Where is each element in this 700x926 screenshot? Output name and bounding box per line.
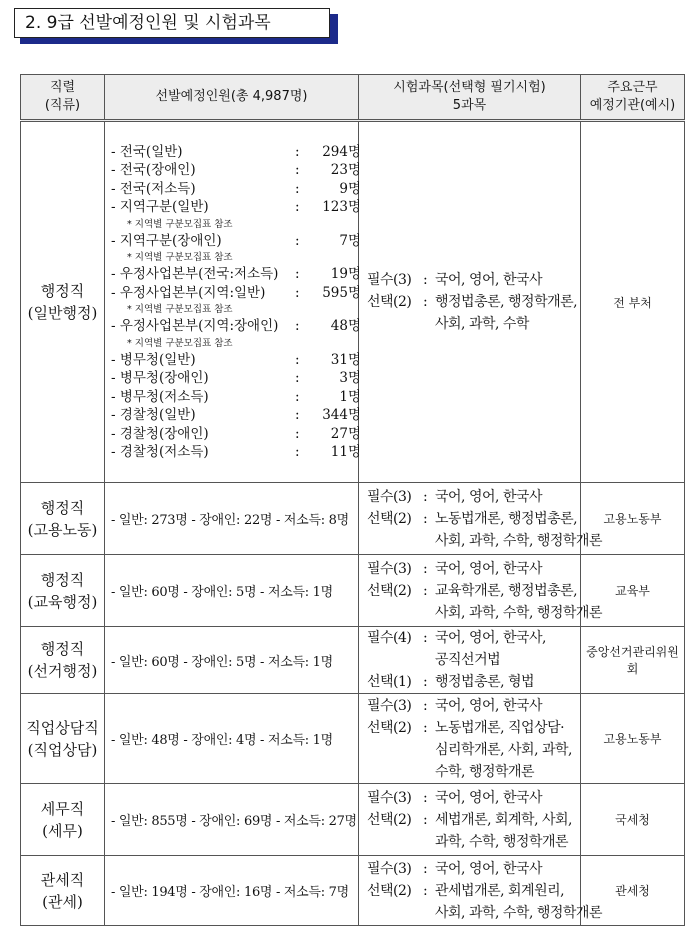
- header-subjects-line1: 시험과목(선택형 필기시험): [393, 80, 546, 95]
- header-rank-line1: 직렬: [49, 80, 76, 95]
- positions-item-label: - 지역구분(일반): [111, 199, 209, 215]
- positions-item: [111, 351, 361, 370]
- positions-item: [111, 232, 361, 251]
- table-row: [21, 555, 685, 627]
- subjects-continuation: 과학, 수학, 행정학개론: [435, 833, 569, 850]
- positions-item-value: 595명: [322, 284, 361, 301]
- subjects-key: 선택(2): [367, 582, 412, 599]
- rank-line: (고용노동): [27, 520, 98, 539]
- subjects-key: 필수(3): [367, 272, 412, 288]
- org-cell: 전 부처: [581, 121, 685, 483]
- subjects-key: 필수(3): [367, 789, 412, 806]
- positions-item-colon: :: [295, 318, 300, 334]
- table-row: [21, 856, 685, 926]
- org-cell: 고용노동부: [581, 694, 685, 784]
- subjects-line: [367, 671, 580, 693]
- subjects-cell: [359, 121, 581, 483]
- header-org: [581, 75, 685, 121]
- positions-item-colon: :: [295, 388, 300, 405]
- recruitment-table: [20, 74, 685, 926]
- org-cell: 고용노동부: [581, 483, 685, 555]
- subjects-key: 필수(3): [367, 488, 412, 505]
- positions-list: [111, 143, 361, 462]
- subjects-value: 국어, 영어, 한국사: [435, 789, 542, 806]
- rank-line: (선거행정): [27, 662, 98, 680]
- positions-item-colon: :: [295, 199, 300, 215]
- subjects-cell: [359, 555, 602, 627]
- positions-item: [111, 406, 361, 425]
- subjects-key: 선택(1): [367, 674, 412, 690]
- positions-item: [111, 317, 361, 336]
- positions-note: * 지역별 구분모집표 참조: [127, 252, 233, 263]
- rank-line: (관세): [42, 892, 83, 911]
- positions-cell: - 일반: 48명 - 장애인: 4명 - 저소득: 1명: [105, 694, 359, 784]
- positions-item: [111, 143, 361, 162]
- table-row: [21, 627, 685, 694]
- subjects-colon: :: [423, 789, 428, 806]
- subjects-value: 국어, 영어, 한국사: [435, 697, 542, 714]
- positions-note: * 지역별 구분모집표 참조: [127, 304, 233, 315]
- positions-item-value: 27명: [330, 425, 361, 442]
- subjects-colon: :: [423, 560, 428, 577]
- header-rank: [21, 75, 105, 121]
- subjects-continuation: 수학, 행정학개론: [435, 763, 535, 780]
- positions-item: [111, 265, 361, 284]
- table-header-row: [21, 75, 685, 121]
- subjects-cell: [359, 483, 602, 555]
- positions-item-colon: :: [295, 351, 300, 368]
- subjects-colon: :: [423, 582, 428, 599]
- positions-item-label: - 전국(저소득): [111, 180, 196, 197]
- positions-item-colon: :: [295, 143, 300, 160]
- subjects-value: 국어, 영어, 한국사: [435, 860, 542, 877]
- subjects-value: 국어, 영어, 한국사: [435, 488, 542, 505]
- positions-item-value: 294명: [322, 143, 361, 160]
- positions-item-label: - 전국(장애인): [111, 162, 196, 178]
- positions-cell: - 일반: 60명 - 장애인: 5명 - 저소득: 1명: [105, 627, 359, 694]
- subjects-cell: [359, 694, 581, 784]
- positions-cell: [105, 121, 359, 483]
- positions-item-colon: :: [295, 266, 300, 282]
- subjects-cell: [359, 627, 581, 694]
- positions-cell: - 일반: 855명 - 장애인: 69명 - 저소득: 27명: [105, 784, 359, 856]
- subjects-continuation: 사회, 과학, 수학, 행정학개론: [435, 604, 602, 621]
- subjects-value: 세법개론, 회계학, 사회,: [435, 811, 572, 828]
- table-row: [21, 483, 685, 555]
- subjects-key: 필수(3): [367, 860, 412, 877]
- positions-item-label: - 경찰청(저소득): [111, 444, 209, 460]
- header-positions-text: 선발예정인원(총 4,987명): [155, 89, 308, 104]
- rank-line: (교육행정): [27, 592, 98, 611]
- positions-item-value: 11명: [330, 444, 361, 460]
- table-row: [21, 694, 685, 784]
- positions-item: [111, 443, 361, 462]
- subjects-colon: :: [423, 811, 428, 828]
- positions-item-colon: :: [295, 370, 300, 386]
- positions-item-label: - 병무청(저소득): [111, 388, 209, 405]
- org-cell: 국세청: [581, 784, 685, 856]
- subjects-continuation: 공직선거법: [435, 652, 501, 668]
- positions-item-label: - 우정사업본부(전국:저소득): [111, 266, 279, 282]
- rank-line: 관세직: [40, 870, 85, 889]
- subjects-line: [367, 627, 580, 649]
- table-body: [21, 121, 685, 926]
- positions-item: [111, 198, 361, 217]
- positions-item-label: - 경찰청(장애인): [111, 425, 209, 442]
- subjects-line: [367, 508, 580, 530]
- subjects-key: 필수(3): [367, 697, 412, 714]
- positions-item-value: 31명: [330, 351, 361, 368]
- rank-cell: [21, 856, 105, 926]
- subjects-key: 필수(4): [367, 630, 412, 646]
- subjects-colon: :: [423, 697, 428, 714]
- rank-line: (세무): [42, 821, 83, 840]
- header-subjects-line2: 5과목: [452, 98, 487, 113]
- positions-item-label: - 병무청(장애인): [111, 370, 209, 386]
- positions-item-label: - 전국(일반): [111, 143, 183, 160]
- positions-item: [111, 161, 361, 180]
- positions-item-label: - 지역구분(장애인): [111, 232, 222, 249]
- subjects-line: [367, 880, 580, 902]
- positions-cell: - 일반: 194명 - 장애인: 16명 - 저소득: 7명: [105, 856, 359, 926]
- subjects-cell: [359, 856, 602, 926]
- subjects-colon: :: [423, 882, 428, 899]
- subjects-value: 행정법총론, 형법: [435, 674, 535, 690]
- positions-item: [111, 180, 361, 199]
- positions-item-colon: :: [295, 407, 300, 423]
- header-org-line2: 예정기관(예시): [589, 98, 676, 113]
- subjects-line: [367, 787, 580, 809]
- rank-line: (직업상담): [27, 740, 98, 759]
- positions-item-value: 48명: [330, 318, 361, 334]
- subjects-colon: :: [423, 630, 428, 646]
- rank-cell: [21, 694, 105, 784]
- subjects-line: [367, 269, 580, 291]
- table-row: [21, 784, 685, 856]
- rank-line: (일반행정): [27, 304, 98, 322]
- rank-cell: [21, 627, 105, 694]
- subjects-line: [367, 858, 580, 880]
- header-org-line1: 주요근무: [607, 80, 658, 95]
- subjects-colon: :: [423, 510, 428, 527]
- org-cell: 관세청: [581, 856, 685, 926]
- positions-item-label: - 우정사업본부(지역:장애인): [111, 318, 279, 334]
- subjects-colon: :: [423, 719, 428, 736]
- positions-item: [111, 369, 361, 388]
- positions-item-label: - 우정사업본부(지역:일반): [111, 284, 266, 301]
- positions-note: * 지역별 구분모집표 참조: [127, 218, 233, 230]
- section-title: 2. 9급 선발예정인원 및 시험과목: [14, 8, 330, 38]
- subjects-cell: [359, 784, 581, 856]
- subjects-value: 노동법개론, 직업상담·: [435, 719, 565, 736]
- subjects-key: 선택(2): [367, 719, 412, 736]
- subjects-value: 국어, 영어, 한국사,: [435, 630, 546, 646]
- rank-cell: [21, 483, 105, 555]
- subjects-key: 필수(3): [367, 560, 412, 577]
- table-row: [21, 121, 685, 483]
- positions-item: [111, 284, 361, 303]
- positions-note: * 지역별 구분모집표 참조: [127, 337, 233, 349]
- subjects-value: 관세법개론, 회계원리,: [435, 882, 565, 899]
- positions-cell: - 일반: 273명 - 장애인: 22명 - 저소득: 8명: [105, 483, 359, 555]
- subjects-key: 선택(2): [367, 294, 412, 310]
- subjects-line: [367, 695, 580, 717]
- subjects-colon: :: [423, 294, 428, 310]
- subjects-line: [367, 809, 580, 831]
- positions-item-label: - 병무청(일반): [111, 351, 196, 368]
- positions-item-colon: :: [295, 284, 300, 301]
- rank-line: 행정직: [40, 498, 85, 517]
- positions-item-colon: :: [295, 444, 300, 460]
- positions-item-value: 344명: [322, 407, 361, 423]
- positions-item-value: 19명: [330, 266, 361, 282]
- positions-item-value: 123명: [322, 199, 361, 215]
- rank-line: 세무직: [40, 799, 85, 818]
- subjects-value: 국어, 영어, 한국사: [435, 272, 542, 288]
- subjects-value: 교육학개론, 행정법총론,: [435, 582, 578, 599]
- subjects-line: [367, 580, 580, 602]
- subjects-colon: :: [423, 674, 428, 690]
- subjects-continuation: 심리학개론, 사회, 과학,: [435, 741, 572, 758]
- positions-item-colon: :: [295, 180, 300, 197]
- subjects-key: 선택(2): [367, 811, 412, 828]
- positions-item-label: - 경찰청(일반): [111, 407, 196, 423]
- subjects-line: [367, 291, 580, 313]
- positions-item-colon: :: [295, 162, 300, 178]
- subjects-colon: :: [423, 860, 428, 877]
- positions-item-value: 3명: [339, 370, 361, 386]
- positions-item-colon: :: [295, 232, 300, 249]
- header-positions: [105, 75, 359, 121]
- positions-item-value: 23명: [330, 162, 361, 178]
- rank-line: 직업상담직: [26, 718, 99, 737]
- subjects-value: 행정법총론, 행정학개론,: [435, 294, 578, 310]
- positions-cell: - 일반: 60명 - 장애인: 5명 - 저소득: 1명: [105, 555, 359, 627]
- positions-item-colon: :: [295, 425, 300, 442]
- subjects-continuation: 사회, 과학, 수학, 행정학개론: [435, 532, 602, 549]
- rank-cell: [21, 784, 105, 856]
- subjects-value: 국어, 영어, 한국사: [435, 560, 542, 577]
- rank-line: 행정직: [40, 570, 85, 589]
- org-cell: 교육부: [581, 555, 685, 627]
- header-subjects: [359, 75, 581, 121]
- header-rank-line2: (직류): [44, 98, 81, 113]
- positions-item-value: 7명: [339, 232, 361, 249]
- subjects-continuation: 사회, 과학, 수학, 행정학개론: [435, 904, 602, 921]
- subjects-key: 선택(2): [367, 882, 412, 899]
- positions-item: [111, 425, 361, 444]
- subjects-key: 선택(2): [367, 510, 412, 527]
- section-title-box: [14, 8, 344, 48]
- subjects-colon: :: [423, 488, 428, 505]
- rank-line: 행정직: [40, 282, 85, 300]
- rank-cell: [21, 121, 105, 483]
- org-cell: 중앙선거관리위원회: [581, 627, 685, 694]
- subjects-value: 노동법개론, 행정법총론,: [435, 510, 578, 527]
- rank-cell: [21, 555, 105, 627]
- subjects-continuation: 사회, 과학, 수학: [435, 316, 529, 332]
- positions-item: [111, 388, 361, 407]
- rank-line: 행정직: [40, 640, 85, 658]
- positions-item-value: 9명: [339, 180, 361, 197]
- subjects-line: [367, 717, 580, 739]
- subjects-colon: :: [423, 272, 428, 288]
- subjects-line: [367, 558, 580, 580]
- positions-item-value: 1명: [339, 388, 361, 405]
- subjects-line: [367, 486, 580, 508]
